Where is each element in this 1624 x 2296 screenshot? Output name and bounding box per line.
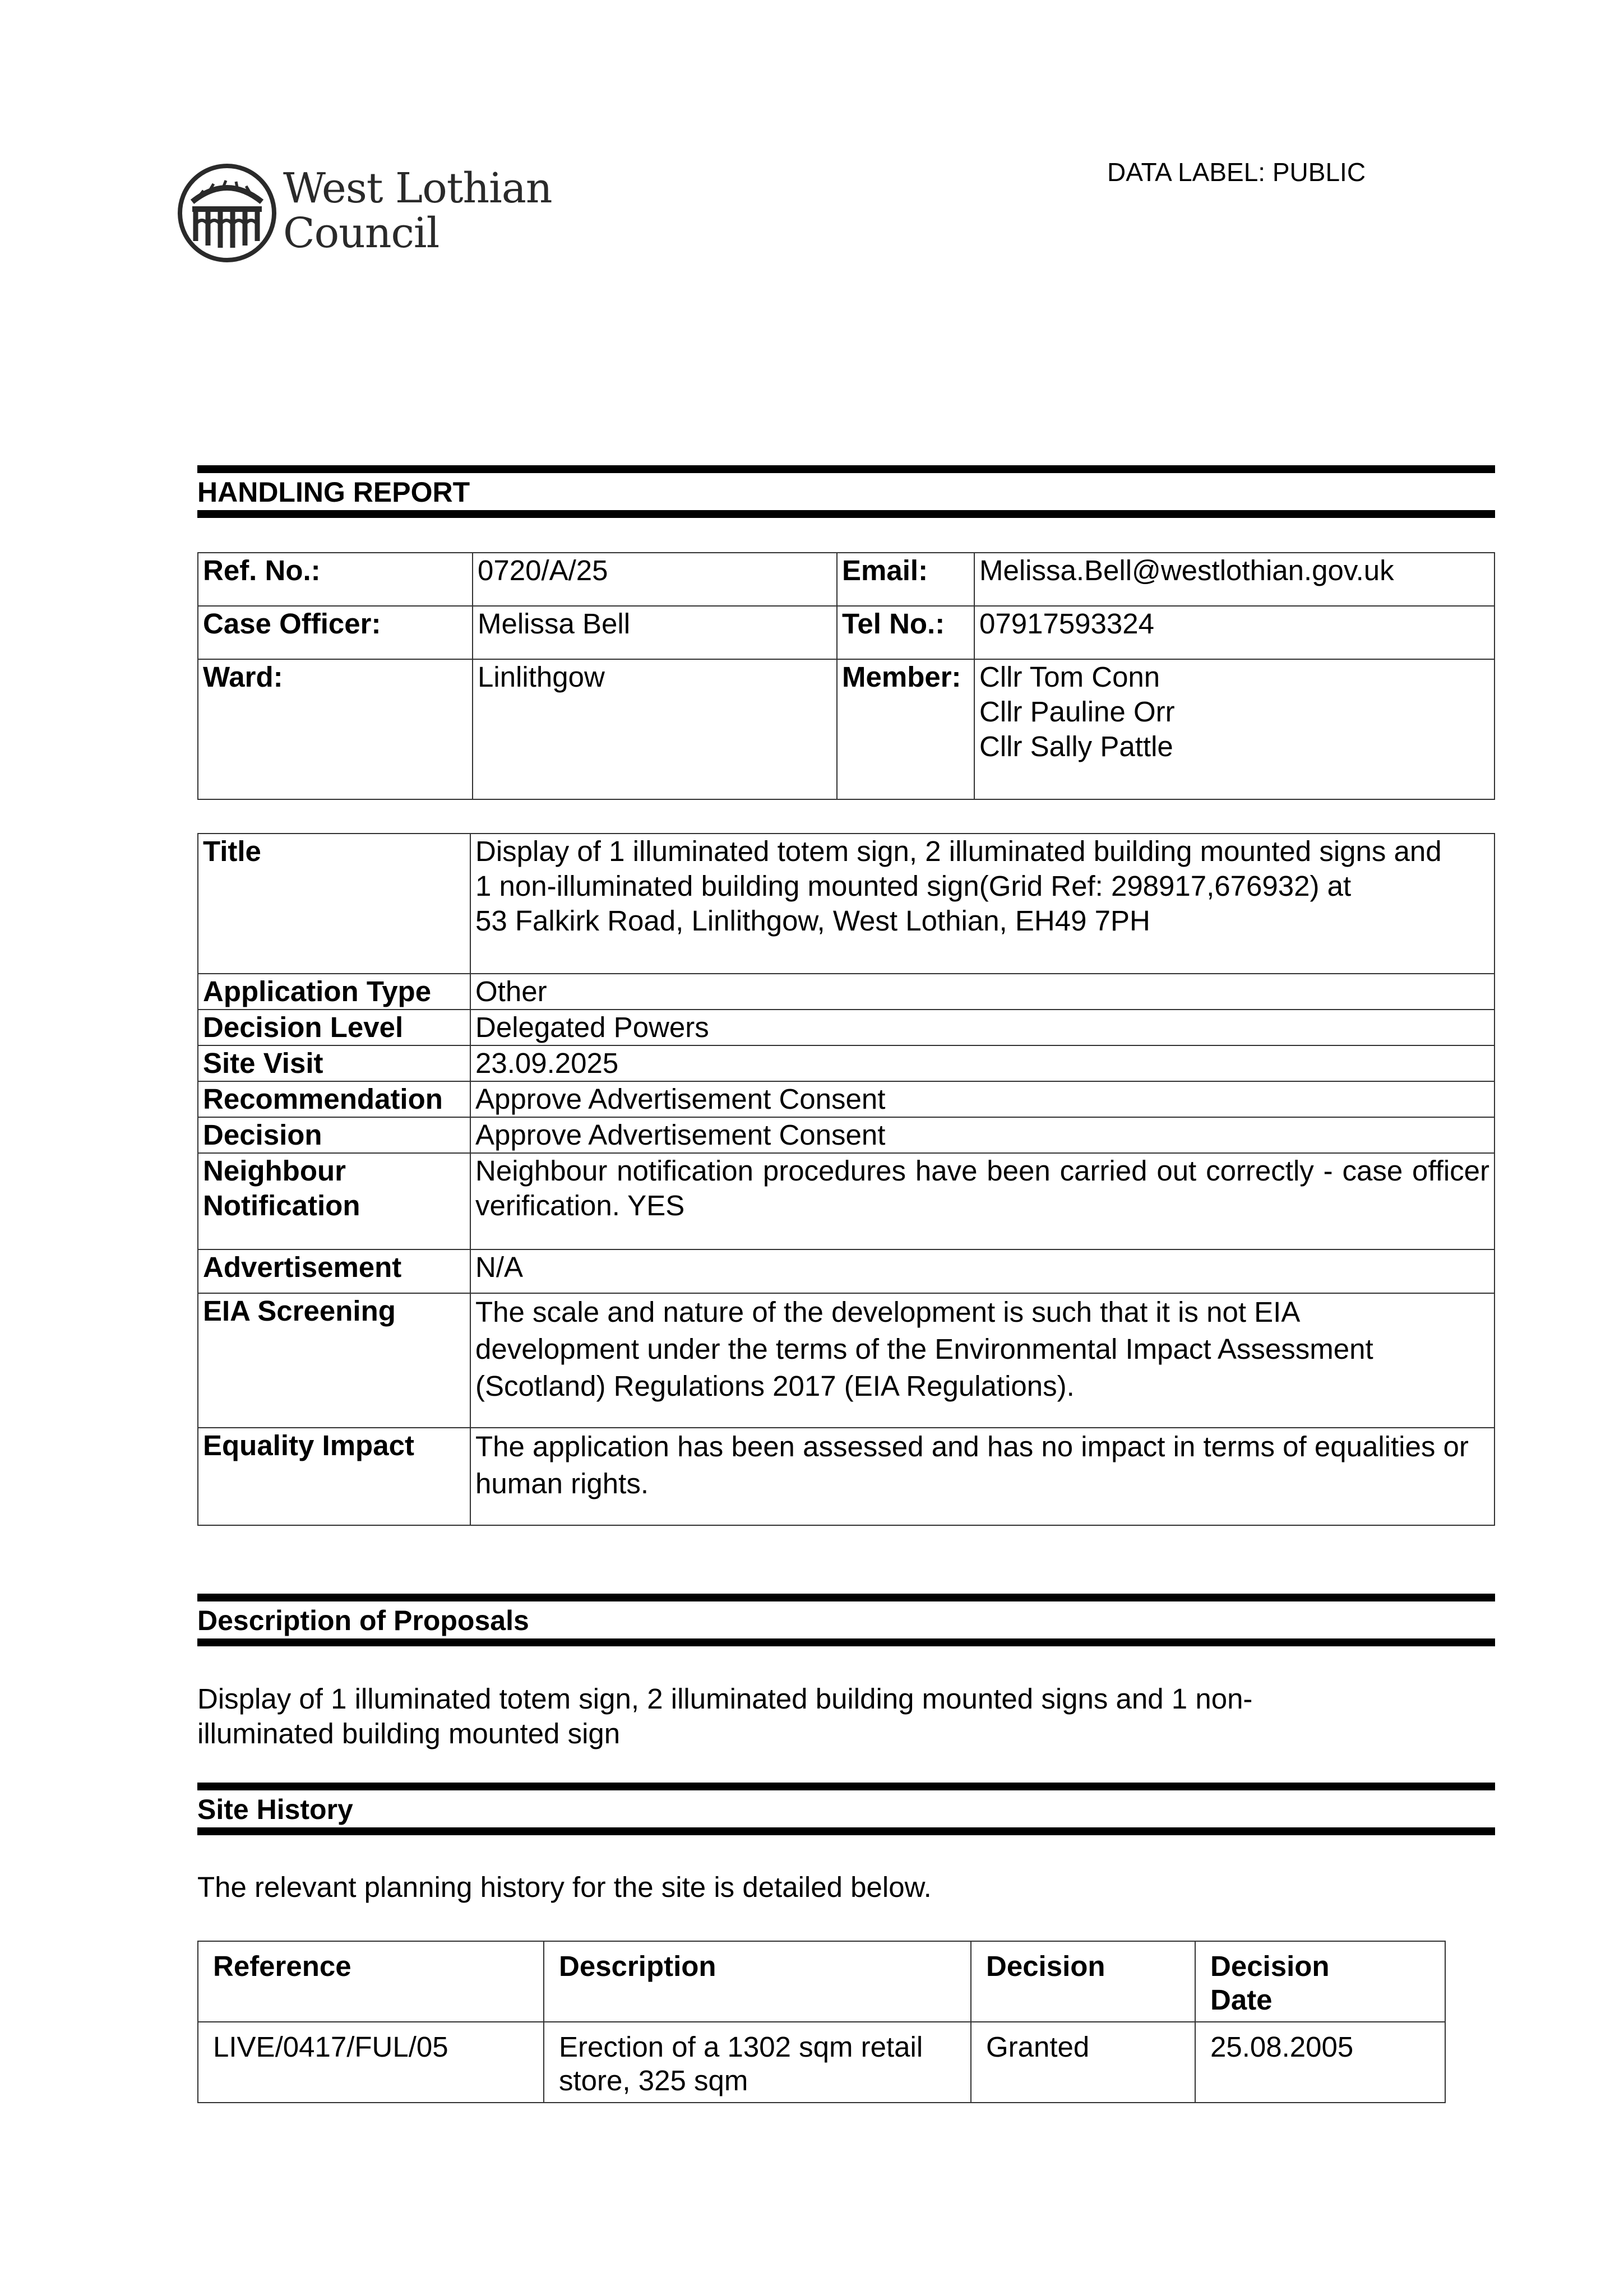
site-history-intro: The relevant planning history for the site is detailed below. [197,1871,932,1903]
report-title: HANDLING REPORT [197,476,470,508]
member-name: Cllr Tom Conn [979,661,1160,693]
officer-label: Case Officer: [198,606,473,659]
table-row [198,974,1495,1010]
top-rule [197,465,1495,473]
ward-value: Linlithgow [473,659,837,799]
officer-value: Melissa Bell [473,606,837,659]
top-rule [197,1594,1495,1601]
viaduct-emblem-icon [177,163,277,263]
description-text [197,1682,1495,1751]
description-heading: Description of Proposals [197,1605,529,1636]
site-history-table [197,1941,1446,2103]
table-row [198,2022,1445,2103]
history-reference: LIVE/0417/FUL/05 [198,2022,544,2103]
table-row [198,659,1495,799]
column-header-description: Description [544,1941,971,2022]
decision-label: Decision [198,1117,470,1153]
application-details-table [197,833,1495,1526]
neighbour-label-line: Neighbour [203,1155,346,1187]
members-list [974,659,1495,799]
title-line: Display of 1 illuminated totem sign, 2 illuminated building mounted signs and [475,835,1442,867]
table-row [198,1293,1495,1428]
eia-value: The scale and nature of the development is such that it is not EIA development under the terms of the Environmental Impact Assessment (Scotland) Regulations 2017 (EIA Regulations). [470,1293,1495,1428]
decision-level-value: Delegated Powers [470,1010,1495,1045]
neighbour-label-line: Notification [203,1189,360,1221]
table-row [198,1153,1495,1249]
officer-info-table [197,552,1495,800]
bottom-rule [197,1827,1495,1835]
ref-value: 0720/A/25 [473,553,837,606]
logo-line-2: Council [283,209,439,257]
title-value [470,834,1495,974]
history-description: Erection of a 1302 sqm retail store, 325 sqm [544,2022,971,2103]
bottom-rule [197,1638,1495,1646]
decision-level-label: Decision Level [198,1010,470,1045]
table-row [198,1117,1495,1153]
description-line: Display of 1 illuminated totem sign, 2 illuminated building mounted signs and 1 non- [197,1683,1253,1715]
logo-line-1: West Lothian [283,164,552,212]
history-decision: Granted [971,2022,1195,2103]
table-row [198,606,1495,659]
site-visit-value: 23.09.2025 [470,1045,1495,1081]
ref-label: Ref. No.: [198,553,473,606]
tel-value: 07917593324 [974,606,1495,659]
description-line: illuminated building mounted sign [197,1718,621,1749]
member-label: Member: [837,659,974,799]
neighbour-label [198,1153,470,1249]
advertisement-label: Advertisement [198,1249,470,1293]
table-row [198,1428,1495,1525]
app-type-value: Other [470,974,1495,1010]
recommendation-label: Recommendation [198,1081,470,1117]
equality-value: The application has been assessed and has no impact in terms of equalities or human rights. [470,1428,1495,1525]
table-row [198,834,1495,974]
app-type-label: Application Type [198,974,470,1010]
site-history-heading: Site History [197,1794,353,1825]
logo-wordmark [283,166,552,256]
table-header-row [198,1941,1445,2022]
member-name: Cllr Pauline Orr [979,696,1175,728]
member-name: Cllr Sally Pattle [979,730,1173,762]
table-row [198,553,1495,606]
top-rule [197,1783,1495,1790]
title-label: Title [198,834,470,974]
title-line: 1 non-illuminated building mounted sign(Grid Ref: 298917,676932) at [475,870,1352,902]
site-history-section [197,1783,1495,1835]
council-logo [177,163,558,269]
table-row [198,1010,1495,1045]
data-label: DATA LABEL: PUBLIC [1107,158,1366,187]
decision-value: Approve Advertisement Consent [470,1117,1495,1153]
column-header-decision: Decision [971,1941,1195,2022]
eia-label: EIA Screening [198,1293,470,1428]
ward-label: Ward: [198,659,473,799]
site-visit-label: Site Visit [198,1045,470,1081]
tel-label: Tel No.: [837,606,974,659]
table-row [198,1045,1495,1081]
description-section [197,1594,1495,1646]
title-line: 53 Falkirk Road, Linlithgow, West Lothian, EH49 7PH [475,905,1150,937]
table-row [198,1081,1495,1117]
bottom-rule [197,510,1495,518]
email-label: Email: [837,553,974,606]
equality-label: Equality Impact [198,1428,470,1525]
email-value: Melissa.Bell@westlothian.gov.uk [974,553,1495,606]
handling-report-section [197,465,1495,518]
recommendation-value: Approve Advertisement Consent [470,1081,1495,1117]
table-row [198,1249,1495,1293]
advertisement-value: N/A [470,1249,1495,1293]
column-header-reference: Reference [198,1941,544,2022]
history-date: 25.08.2005 [1195,2022,1445,2103]
column-header-decision-date: Decision Date [1195,1941,1445,2022]
neighbour-value: Neighbour notification procedures have been carried out correctly - case officer verification. YES [470,1153,1495,1249]
